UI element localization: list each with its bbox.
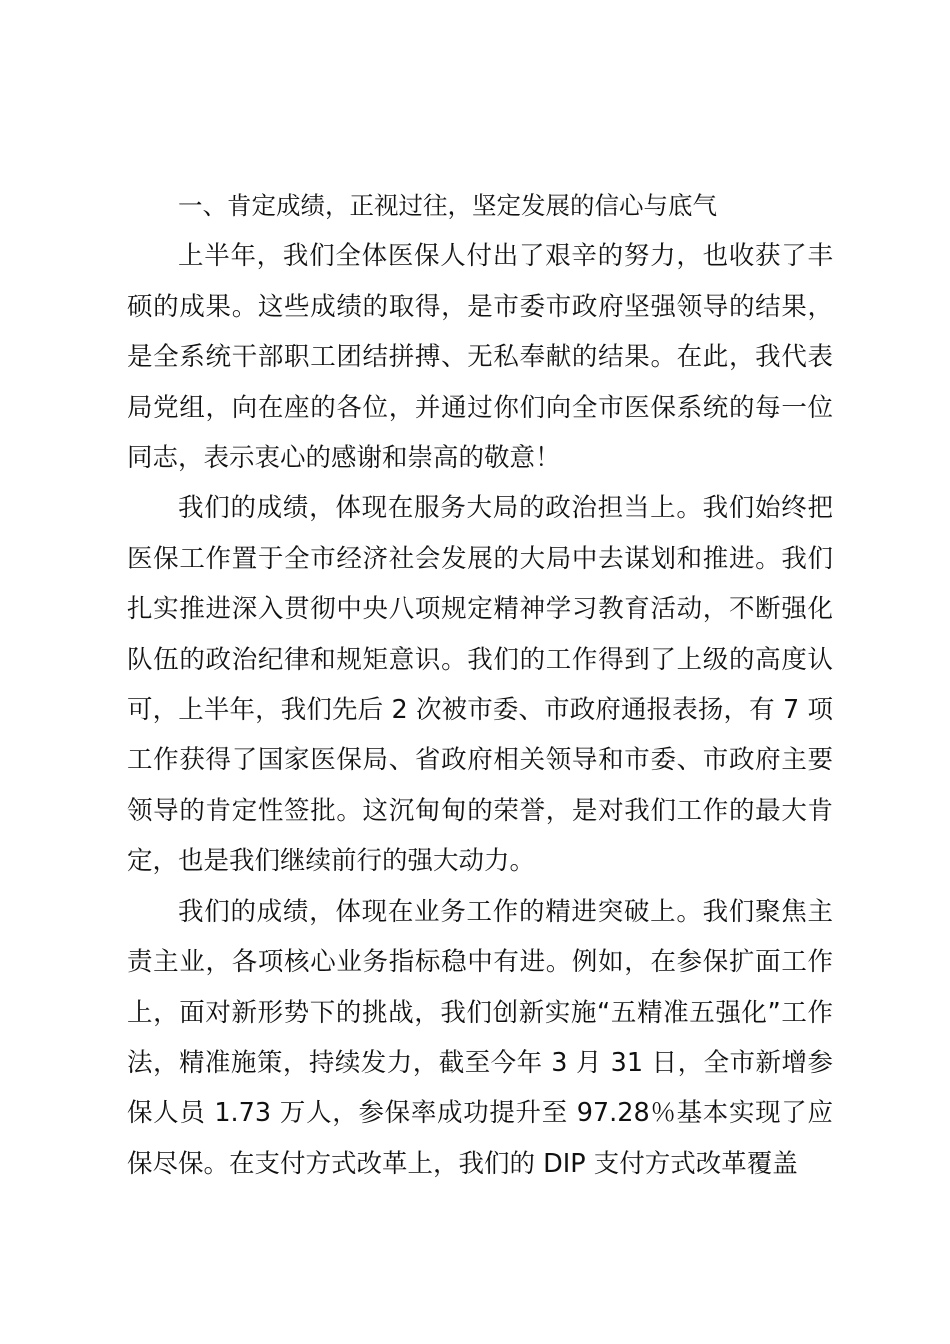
section-heading: 一、肯定成绩，正视过往，坚定发展的信心与底气: [178, 191, 717, 220]
paragraph-intro: 上半年，我们全体医保人付出了艰辛的努力，也收获了丰硕的成果。这些成绩的取得，是市委市政府坚强领导的结果，是全系统干部职工团结拼搏、无私奉献的结果。在此，我代表局党组，向在座的各位，并通过你们向全市医保系统的每一位同志，表示衷心的感谢和崇高的敬意！: [127, 241, 833, 474]
paragraph-political: 我们的成绩，体现在服务大局的政治担当上。我们始终把医保工作置于全市经济社会发展的大局中去谋划和推进。我们扎实推进深入贯彻中央八项规定精神学习教育活动，不断强化队伍的政治纪律和规矩意识。我们的工作得到了上级的高度认可，上半年，我们先后 2 次被市委、市政府通报表扬，有 7 项工作获得了国家医保局、省政府相关领导和市委、市政府主要领导的肯定性签批。这沉甸甸的荣誉，是对我们工作的最大肯定，也是我们继续前行的强大动力。: [127, 493, 833, 877]
paragraph-business: 我们的成绩，体现在业务工作的精进突破上。我们聚焦主责主业，各项核心业务指标稳中有进。例如，在参保扩面工作上，面对新形势下的挑战，我们创新实施“五精准五强化”工作法，精准施策，持续发力，截至今年 3 月 31 日，全市新增参保人员 1.73 万人，参保率成功提升至 97.28％基本实现了应保尽保。在支付方式改革上，我们的 DIP 支付方式改革覆盖: [127, 896, 833, 1179]
document-body: [127, 181, 833, 1189]
